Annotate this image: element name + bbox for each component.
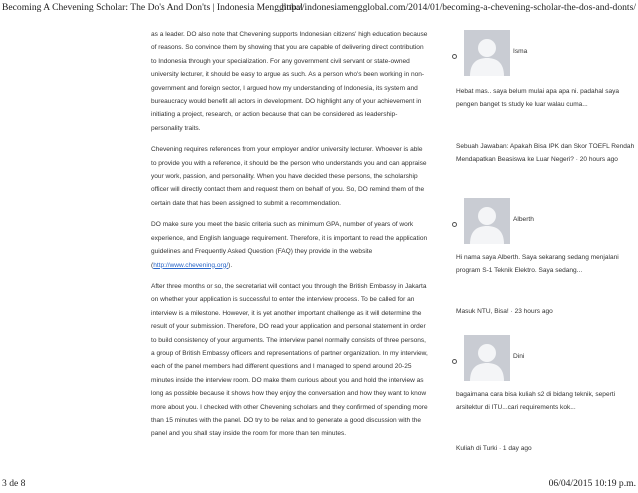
- comment-author[interactable]: Alberth: [513, 216, 534, 223]
- print-datetime: 06/04/2015 10:19 p.m.: [548, 478, 636, 490]
- article-body: [151, 28, 429, 449]
- article-paragraph: Chevening requires references from your employer and/or university lecturer. Whoever is able to provide you with a reference, it should be the person who understands you and can appraise your work, passion, and personality. When you have decided these persons, the scholarship officer will directly contact them and request them on behalf of you. So, DO remind them of the certain date that has been assigned to submit a recommendation.: [151, 146, 427, 207]
- chevening-link[interactable]: http://www.chevening.org/: [153, 261, 229, 269]
- default-user-avatar-icon: [464, 198, 510, 244]
- comment-excerpt[interactable]: bagaimana cara bisa kuliah s2 di bidang teknik, seperti arsitektur di ITU...cari requirements kok...: [456, 391, 616, 412]
- comment-source[interactable]: Kuliah di Turki · 1 day ago: [456, 445, 532, 452]
- article-text: ).: [228, 261, 233, 269]
- article-paragraph: After three months or so, the secretariat will contact you through the British Embassy in Jakarta on whether your application is successful to enter the interview process. To be called for an interview is a milestone. However, it is yet another important challenge as it will determine the result of your submission. Therefore, DO read your application and personal statement in order to build consistency of your arguments. The interview panel normally consists of three persons, a group of British Embassy officers and representations of partner organization. In my interview, each of the panel members had different questions and I managed to spend around 20-25 minutes inside the interview room. DO make them curious about you and hold the interview as long as possible because it shows how they enjoy the conversation and how they want to know more about you. I checked with other Chevening scholars and they confirmed of spending more than 15 minutes with the panel. DO try to be relax and to generate a good discussion with the panel and you shall stay inside the room for more than ten minutes.: [151, 282, 428, 438]
- article-paragraph: [151, 218, 429, 272]
- comment-source[interactable]: Sebuah Jawaban: Apakah Bisa IPK dan Skor TOEFL Rendah Mendapatkan Beasiswa ke Luar Negeri? · 20 hours ago: [456, 143, 635, 164]
- article-text: DO make sure you meet the basic criteria such as minimum GPA, number of years of work experience, and English language requirement. Therefore, it is important to read the application guidelines and Frequently Asked Question (FAQ) they provide in the website (: [151, 221, 428, 269]
- comment-excerpt[interactable]: Hebat mas.. saya belum mulai apa apa ni. padahal saya pengen banget ts study ke luar walau cuma...: [456, 88, 620, 109]
- print-header-url[interactable]: http://indonesiamengglobal.com/2014/01/becoming-a-chevening-scholar-the-dos-and-donts/: [281, 2, 636, 13]
- comment-excerpt[interactable]: Hi nama saya Alberth. Saya sekarang sedang menjalani program S-1 Teknik Elektro. Saya sedang...: [456, 254, 619, 275]
- default-user-avatar-icon: [464, 335, 510, 381]
- article-paragraph: as a leader. DO also note that Chevening supports Indonesian citizens' high education because of reasons. So convince them by showing that you are capable of delivering direct contribution to Indonesia through your specialization. For any government civil servant or state-owned university lecturer, it should be easy to argue as such. As a person who's been working in non-government and foreign sector, I argued how my understanding of Indonesia, its system and bureaucracy would benefit all actors in development. DO highlight any of your achievement in initiating a project, research, or action because that can be considered as leadership-personality traits.: [151, 31, 428, 132]
- comment-author[interactable]: Dini: [513, 353, 525, 360]
- circle-bullet-icon: [452, 54, 457, 59]
- print-page-number: 3 de 8: [2, 478, 26, 490]
- circle-bullet-icon: [452, 359, 457, 364]
- comment-source[interactable]: Masuk NTU, Bisa! · 23 hours ago: [456, 308, 553, 315]
- comment-author[interactable]: Isma: [513, 48, 528, 55]
- default-user-avatar-icon: [464, 30, 510, 76]
- circle-bullet-icon: [452, 222, 457, 227]
- print-header-title: Becoming A Chevening Scholar: The Do's And Don'ts | Indonesia Mengglobal: [2, 2, 303, 13]
